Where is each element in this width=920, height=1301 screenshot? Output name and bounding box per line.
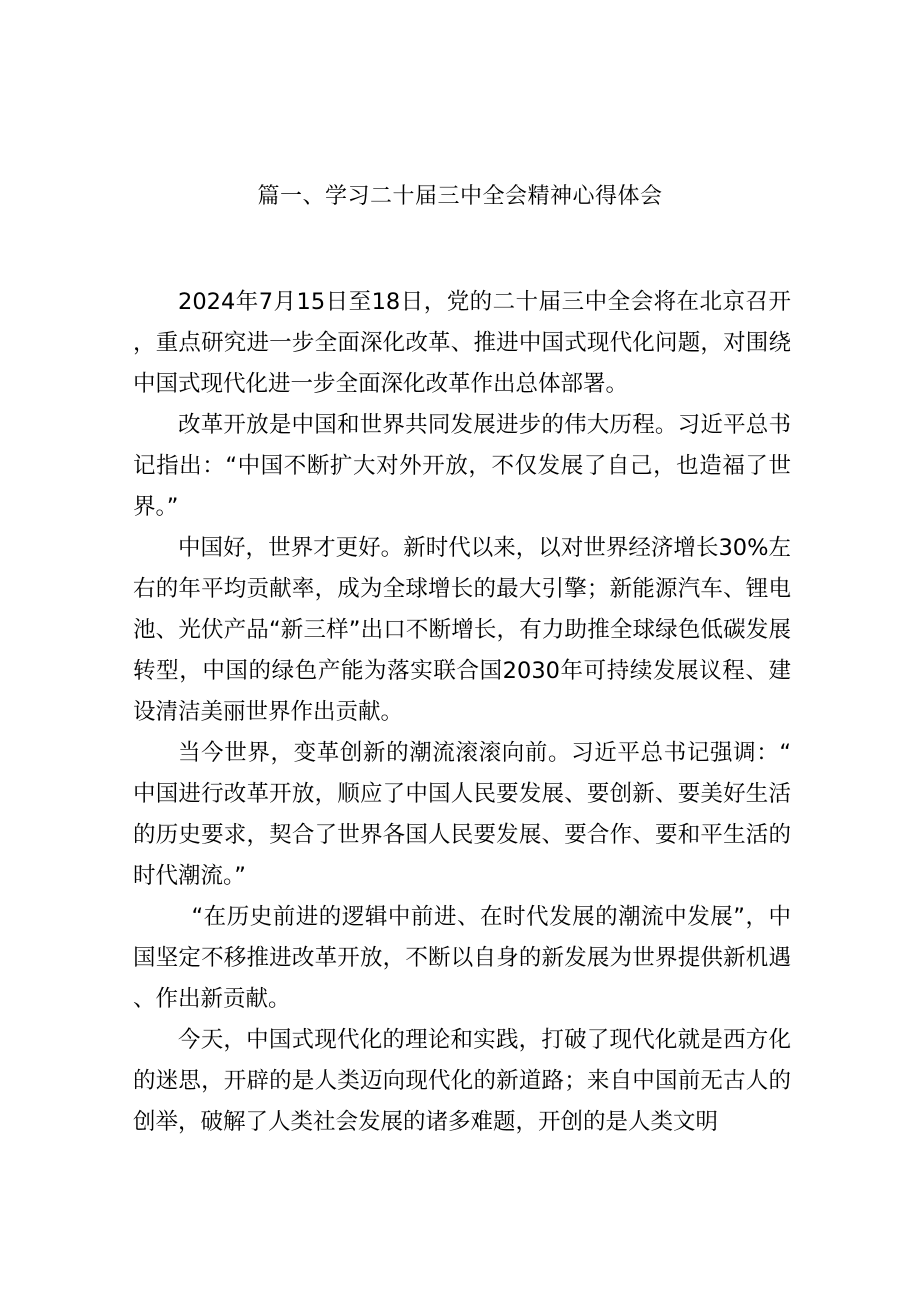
document-body	[133, 282, 791, 1143]
paragraph-3: 中国好，世界才更好。新时代以来，以对世界经济增长30%左右的年平均贡献率，成为全球增长的最大引擎；新能源汽车、锂电池、光伏产品“新三样”出口不断增长，有力助推全球绿色低碳发展转型，中国的绿色产能为落实联合国2030年可持续发展议程、建设清洁美丽世界作出贡献。	[133, 535, 791, 725]
document-title: 篇一、学习二十届三中全会精神心得体会	[257, 184, 663, 209]
paragraph-6: 今天，中国式现代化的理论和实践，打破了现代化就是西方化的迷思，开辟的是人类迈向现代化的新道路；来自中国前无古人的创举，破解了人类社会发展的诸多难题，开创的是人类文明	[133, 1027, 791, 1135]
paragraph-5: “在历史前进的逻辑中前进、在时代发展的潮流中发展”，中国坚定不移推进改革开放，不断以自身的新发展为世界提供新机遇、作出新贡献。	[133, 904, 791, 1012]
paragraph-4: 当今世界，变革创新的潮流滚滚向前。习近平总书记强调：“中国进行改革开放，顺应了中国人民要发展、要创新、要美好生活的历史要求，契合了世界各国人民要发展、要合作、要和平生活的时代潮流。”	[133, 740, 791, 889]
paragraph-2: 改革开放是中国和世界共同发展进步的伟大历程。习近平总书记指出：“中国不断扩大对外开放，不仅发展了自己，也造福了世界。”	[133, 412, 791, 520]
paragraph-1: 2024年7月15日至18日，党的二十届三中全会将在北京召开，重点研究进一步全面深化改革、推进中国式现代化问题，对围绕中国式现代化进一步全面深化改革作出总体部署。	[133, 289, 791, 397]
